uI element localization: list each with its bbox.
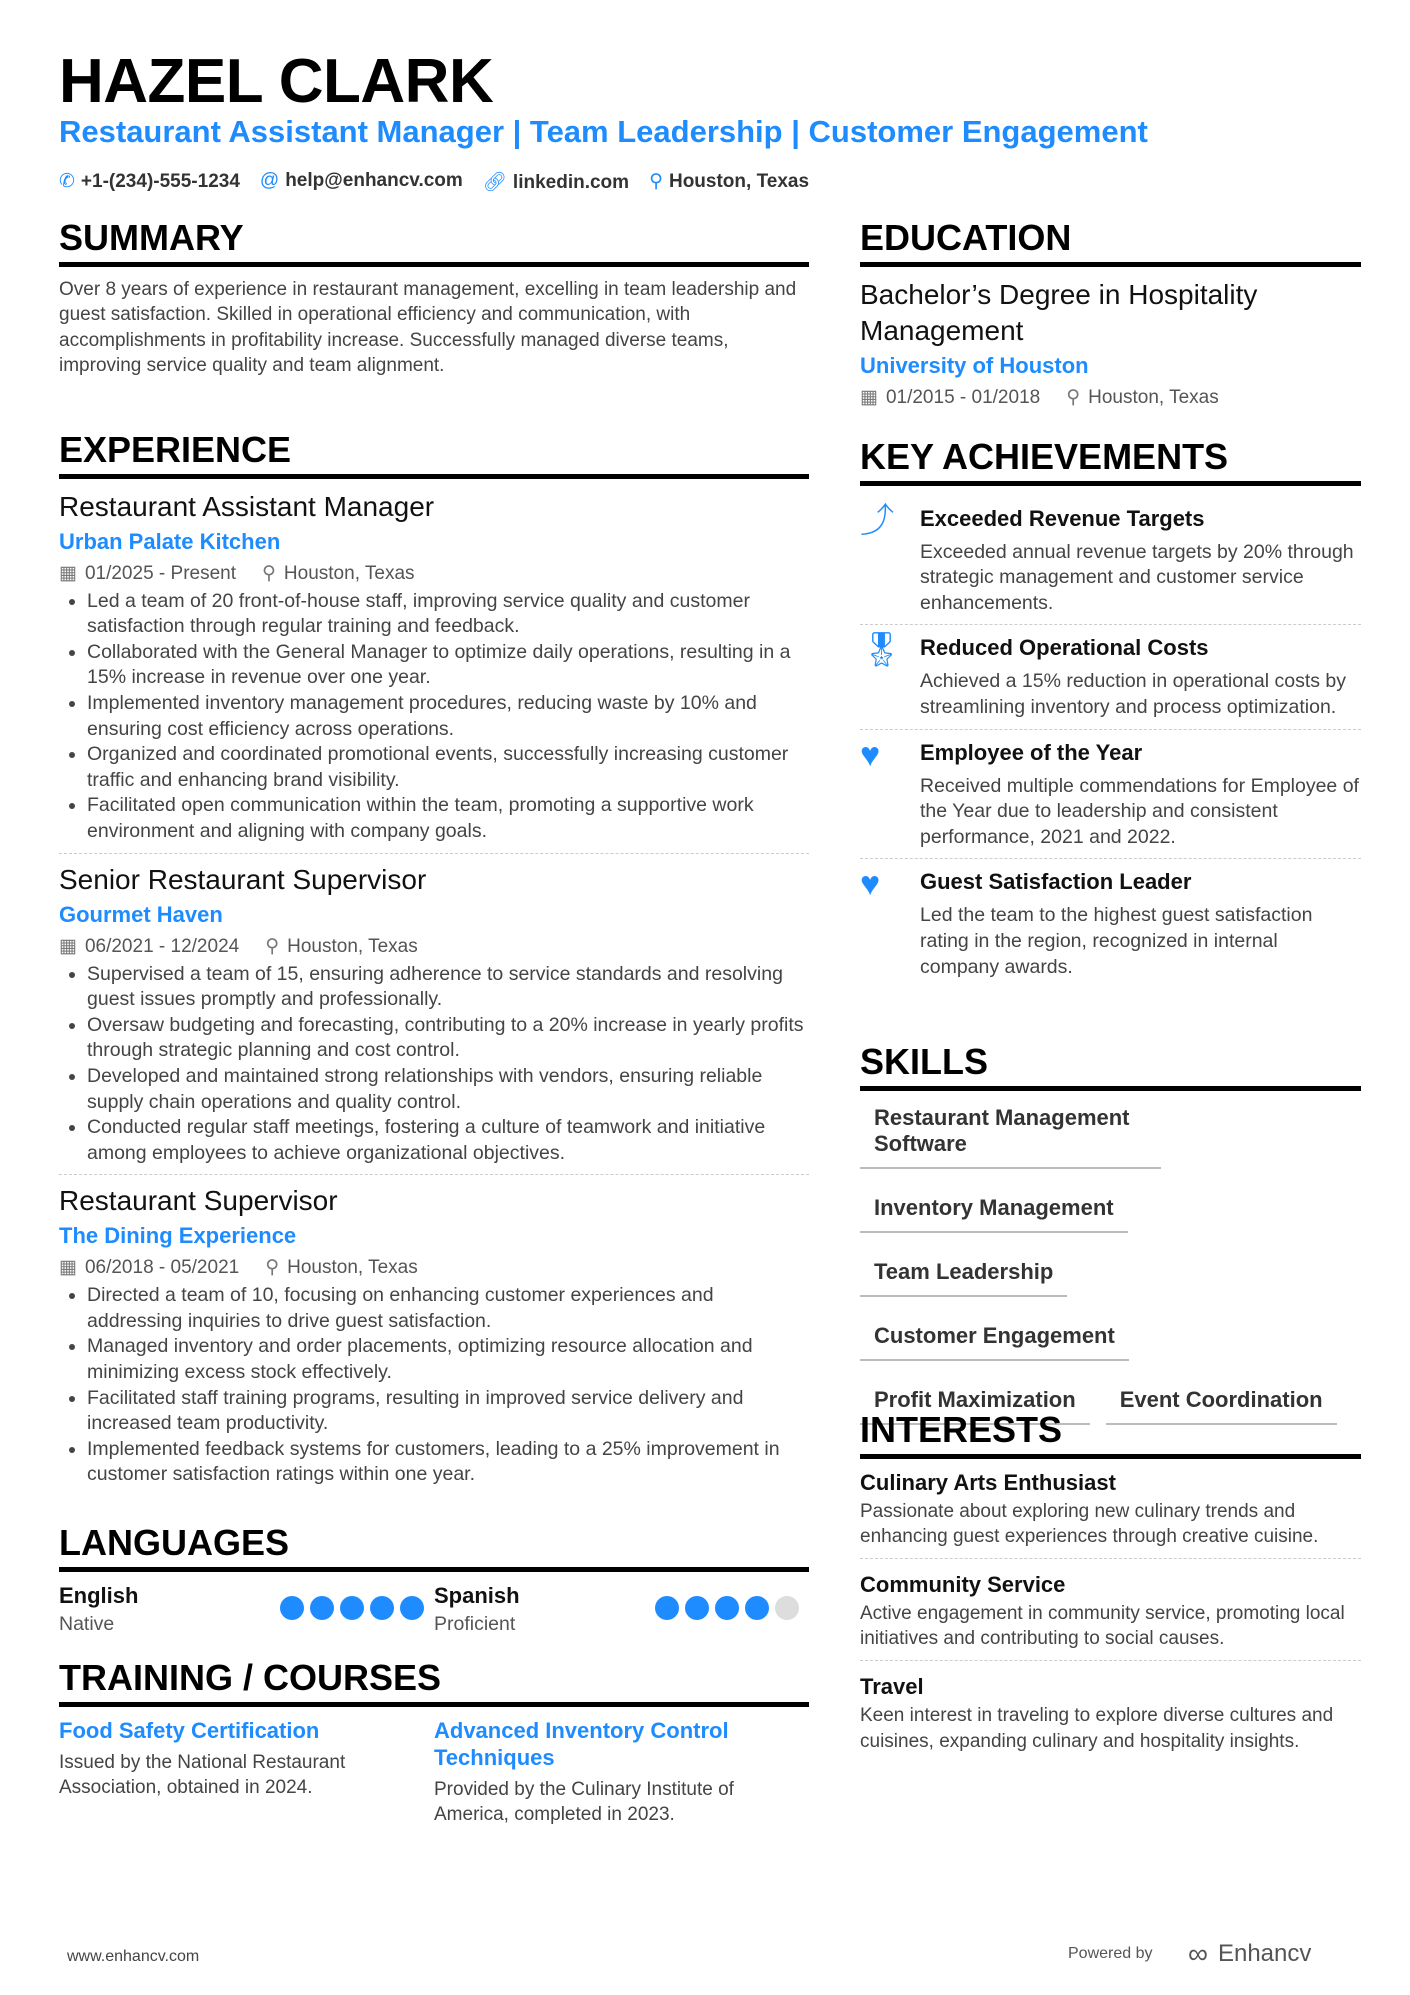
interests-section bbox=[860, 1410, 1361, 1768]
training-section bbox=[59, 1658, 809, 1828]
rating-dot bbox=[745, 1596, 769, 1620]
interest-title: Culinary Arts Enthusiast bbox=[860, 1469, 1116, 1495]
summary-text: Over 8 years of experience in restaurant management, excelling in team leadership and guest satisfaction. Skilled in operational efficiency and communication, with accomplishments in profitability increase. Successfully managed diverse teams, improving service quality and team alignment. bbox=[59, 278, 797, 377]
contact-linkedin[interactable] bbox=[483, 170, 629, 194]
achievement-desc: Led the team to the highest guest satisfaction rating in the region, recognized in internal company awards. bbox=[920, 904, 1313, 978]
rating-dot bbox=[655, 1596, 679, 1620]
language-rating bbox=[280, 1596, 424, 1620]
enhancv-logo[interactable] bbox=[1188, 1938, 1311, 1970]
company-name: The Dining Experience bbox=[59, 1223, 297, 1249]
education-section bbox=[860, 218, 1361, 413]
location-icon: ⚲ bbox=[262, 562, 276, 584]
rating-dot bbox=[370, 1596, 394, 1620]
rating-dot bbox=[310, 1596, 334, 1620]
achievement-item bbox=[860, 496, 1361, 626]
rating-dot bbox=[715, 1596, 739, 1620]
bullet-item: • Facilitated staff training programs, resulting in improved service delivery and increased team productivity. bbox=[87, 1386, 809, 1437]
calendar-icon: ▦ bbox=[59, 1257, 77, 1279]
job-location bbox=[265, 1253, 418, 1283]
rating-dot bbox=[400, 1596, 424, 1620]
job-location bbox=[262, 559, 415, 589]
section-heading: TRAINING / COURSES bbox=[59, 1658, 809, 1707]
languages-section bbox=[59, 1523, 809, 1638]
achievement-desc: Achieved a 15% reduction in operational costs by streamlining inventory and process optimization. bbox=[920, 670, 1347, 718]
bullet-item: • Implemented inventory management procedures, reducing waste by 10% and ensuring cost efficiency across operations. bbox=[87, 691, 809, 742]
skill-tag: Inventory Management bbox=[860, 1187, 1128, 1233]
achievement-desc: Exceeded annual revenue targets by 20% through strategic management and customer service enhancements. bbox=[920, 540, 1354, 614]
contact-bar bbox=[59, 170, 809, 194]
location-icon: ⚲ bbox=[265, 935, 280, 957]
bullet-item: • Led a team of 20 front-of-house staff, improving service quality and customer satisfaction through regular training and feedback. bbox=[87, 589, 809, 640]
job-entry bbox=[59, 862, 809, 1176]
bullet-item: • Directed a team of 10, focusing on enhancing customer experiences and addressing inquiries to drive guest satisfaction. bbox=[87, 1283, 809, 1334]
dates-text: 06/2021 - 12/2024 bbox=[84, 935, 240, 957]
calendar-icon: ▦ bbox=[59, 935, 77, 957]
course-title: Food Safety Certification bbox=[59, 1717, 320, 1743]
job-title: Senior Restaurant Supervisor bbox=[59, 863, 427, 895]
linkedin-text: linkedin.com bbox=[512, 172, 630, 193]
job-entry bbox=[59, 489, 809, 854]
phone-text: +1-(234)-555-1234 bbox=[80, 171, 240, 192]
achievement-title: Employee of the Year bbox=[920, 739, 1143, 765]
job-title: Restaurant Assistant Manager bbox=[59, 490, 435, 522]
achievement-desc: Received multiple commendations for Employee of the Year due to leadership and consistent performance, 2021 and 2022. bbox=[920, 774, 1359, 848]
heart-icon: ♥ bbox=[860, 865, 881, 904]
location-text: Houston, Texas bbox=[283, 562, 415, 584]
location-text: Houston, Texas bbox=[287, 1257, 418, 1279]
bullet-item: • Developed and maintained strong relationships with vendors, ensuring reliable supply chain operations and quality control. bbox=[87, 1064, 809, 1115]
contact-email[interactable] bbox=[260, 170, 463, 194]
company-name: Gourmet Haven bbox=[59, 901, 223, 927]
footer-url[interactable]: www.enhancv.com bbox=[67, 1948, 200, 1965]
job-location bbox=[265, 932, 418, 962]
bullet-item: • Managed inventory and order placements, optimizing resource allocation and minimizing excess stock effectively. bbox=[87, 1334, 809, 1385]
bullet-item: • Collaborated with the General Manager to optimize daily operations, resulting in a 15% increase in revenue over one year. bbox=[87, 640, 809, 691]
section-heading: EDUCATION bbox=[860, 218, 1361, 267]
language-item bbox=[434, 1582, 809, 1638]
language-rating bbox=[655, 1596, 799, 1620]
skills-section bbox=[860, 1042, 1361, 1443]
education-dates bbox=[860, 383, 1040, 413]
contact-location bbox=[649, 170, 809, 194]
heart-icon: ♥ bbox=[860, 735, 881, 774]
achievement-item bbox=[860, 730, 1361, 860]
section-heading: KEY ACHIEVEMENTS bbox=[860, 437, 1361, 486]
interest-title: Community Service bbox=[860, 1571, 1066, 1597]
skill-tag: Restaurant Management Software bbox=[860, 1097, 1161, 1169]
language-item bbox=[59, 1582, 434, 1638]
rating-dot bbox=[340, 1596, 364, 1620]
location-icon: ⚲ bbox=[265, 1257, 280, 1279]
bullet-item: • Oversaw budgeting and forecasting, contributing to a 20% increase in yearly profits through strategic planning and cost control. bbox=[87, 1013, 809, 1064]
achievement-item bbox=[860, 859, 1361, 988]
course-desc: Issued by the National Restaurant Association, obtained in 2024. bbox=[59, 1751, 346, 1799]
interest-desc: Active engagement in community service, promoting local initiatives and contributing to social causes. bbox=[860, 1602, 1345, 1650]
bullet-item: • Organized and coordinated promotional events, successfully increasing customer traffic and enhancing brand visibility. bbox=[87, 742, 809, 793]
achievement-title: Exceeded Revenue Targets bbox=[920, 505, 1205, 531]
achievement-title: Reduced Operational Costs bbox=[920, 635, 1209, 661]
location-text: Houston, Texas bbox=[1088, 386, 1219, 408]
contact-phone[interactable] bbox=[59, 170, 240, 194]
school: University of Houston bbox=[860, 352, 1089, 378]
rating-dot bbox=[775, 1596, 799, 1620]
job-title: Restaurant Supervisor bbox=[59, 1185, 338, 1217]
job-bullets bbox=[59, 962, 809, 1167]
course-desc: Provided by the Culinary Institute of America, completed in 2023. bbox=[434, 1778, 734, 1826]
rating-dot bbox=[685, 1596, 709, 1620]
achievement-item bbox=[860, 625, 1361, 729]
dates-text: 06/2018 - 05/2021 bbox=[84, 1257, 240, 1279]
achievement-title: Guest Satisfaction Leader bbox=[920, 869, 1192, 895]
interest-desc: Passionate about exploring new culinary trends and enhancing guest experiences through creative cuisine. bbox=[860, 1500, 1319, 1548]
course-item bbox=[59, 1717, 434, 1828]
location-icon: ⚲ bbox=[1066, 386, 1081, 408]
calendar-icon: ▦ bbox=[860, 386, 878, 408]
phone-icon: ✆ bbox=[59, 171, 75, 192]
course-item bbox=[434, 1717, 809, 1828]
location-text: Houston, Texas bbox=[668, 171, 810, 192]
headline: Restaurant Assistant Manager | Team Leadership | Customer Engagement bbox=[59, 114, 1148, 149]
summary-section bbox=[59, 218, 809, 379]
job-dates bbox=[59, 559, 236, 589]
skill-tag: Event Coordination bbox=[1106, 1379, 1337, 1425]
achievements-section bbox=[860, 437, 1361, 988]
location-icon: ⚲ bbox=[649, 171, 663, 192]
language-name: Spanish bbox=[434, 1582, 520, 1608]
job-bullets bbox=[59, 589, 809, 845]
job-bullets bbox=[59, 1283, 809, 1488]
bullet-item: • Facilitated open communication within the team, promoting a supportive work environment and aligning with company goals. bbox=[87, 793, 809, 844]
at-icon: @ bbox=[259, 170, 280, 191]
skill-tag: Profit Maximization bbox=[860, 1379, 1090, 1425]
location-text: Houston, Texas bbox=[287, 935, 418, 957]
interest-title: Travel bbox=[860, 1673, 924, 1699]
bullet-item: • Implemented feedback systems for customers, leading to a 25% improvement in customer satisfaction ratings within one year. bbox=[87, 1437, 809, 1488]
interest-desc: Keen interest in traveling to explore diverse cultures and cuisines, expanding culinary and hospitality insights. bbox=[860, 1704, 1334, 1752]
section-heading: SKILLS bbox=[860, 1042, 1361, 1091]
company-name: Urban Palate Kitchen bbox=[59, 528, 281, 554]
logo-mark-icon: ∞ bbox=[1188, 1938, 1208, 1969]
section-heading: SUMMARY bbox=[59, 218, 809, 267]
brand-name: Enhancv bbox=[1217, 1940, 1312, 1967]
section-heading: INTERESTS bbox=[860, 1410, 1361, 1459]
award-ribbon-icon: 🎖︎ bbox=[860, 631, 904, 670]
email-text: help@enhancv.com bbox=[285, 170, 463, 191]
powered-by: Powered by bbox=[1068, 1945, 1153, 1962]
language-name: English bbox=[59, 1582, 139, 1608]
degree: Bachelor’s Degree in Hospitality Management bbox=[860, 278, 1258, 346]
interest-item bbox=[860, 1565, 1361, 1661]
dates-text: 01/2025 - Present bbox=[84, 562, 236, 584]
education-location bbox=[1066, 383, 1219, 413]
bullet-item: • Conducted regular staff meetings, fostering a culture of teamwork and initiative among employees to achieve organizational objectives. bbox=[87, 1115, 809, 1166]
link-icon: 🔗︎ bbox=[482, 172, 507, 193]
bullet-item: • Supervised a team of 15, ensuring adherence to service standards and resolving guest issues promptly and professionally. bbox=[87, 962, 809, 1013]
skill-tag: Team Leadership bbox=[860, 1251, 1067, 1297]
section-heading: LANGUAGES bbox=[59, 1523, 809, 1572]
job-dates bbox=[59, 1253, 239, 1283]
experience-section bbox=[59, 430, 809, 1504]
course-title: Advanced Inventory Control Techniques bbox=[434, 1717, 729, 1770]
language-level: Proficient bbox=[434, 1612, 516, 1635]
section-heading: EXPERIENCE bbox=[59, 430, 809, 479]
job-entry bbox=[59, 1183, 809, 1496]
skill-tag: Customer Engagement bbox=[860, 1315, 1129, 1361]
language-level: Native bbox=[59, 1612, 115, 1635]
job-dates bbox=[59, 932, 239, 962]
strategy-arrow-icon: ⤴ bbox=[860, 501, 894, 540]
dates-text: 01/2015 - 01/2018 bbox=[885, 386, 1041, 408]
candidate-name: HAZEL CLARK bbox=[59, 47, 494, 116]
interest-item bbox=[860, 1667, 1361, 1762]
interest-item bbox=[860, 1463, 1361, 1559]
calendar-icon: ▦ bbox=[59, 562, 77, 584]
rating-dot bbox=[280, 1596, 304, 1620]
